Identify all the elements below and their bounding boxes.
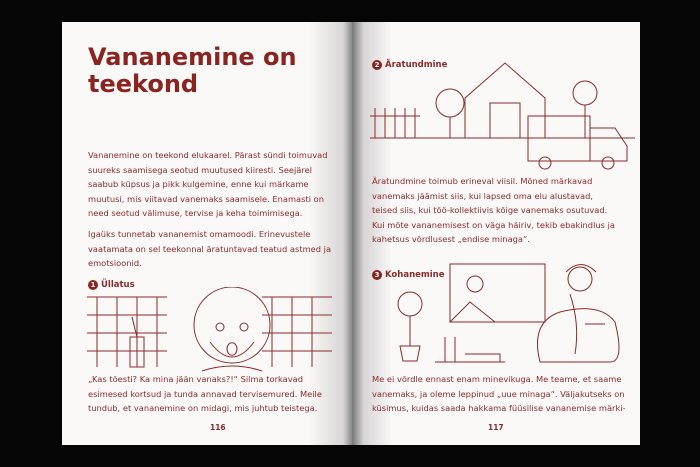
page-number: 117: [488, 423, 504, 432]
section-number: 1: [88, 280, 98, 290]
section-number: 2: [372, 60, 382, 70]
section-number: 3: [372, 270, 382, 280]
house-moving-illustration: [370, 58, 635, 176]
section-title: Üllatus: [101, 280, 135, 290]
intro-paragraph-2: Igaüks tunnetab vananemist omamoodi. Erinevustele vaatamata on sel teekonnal äratuntavad teatud astmed ja emotsioonid.: [88, 229, 332, 268]
surprised-man-illustration: [82, 287, 337, 372]
intro-paragraph: Vananemine on teekond elukaarel. Pärast sündi toimuvad suureks saamisega seotud muutused kiiresti. Seejärel saabub küpsus ja pikk kulgemine, enne kui märkame muutusi, mis viitavad vanemaks saamisele. Enamasti on need seotud välimuse, tervise ja keha toimimisega.: [88, 150, 328, 218]
section-text: Äratundmine toimub erineval viisil. Mõned märkavad vanemaks jäämist siis, kui lapsed oma elu alustavad, teised siis, kui töö-kollektiivis kõige vanemaks osutuvad. Kui mõte vananemisest on väga häiriv, tekib ebakindlus ja kahetsus võrdlusest „endise minaga“.: [372, 176, 615, 244]
left-page: [62, 22, 352, 445]
woman-relaxing-illustration: [370, 254, 635, 366]
section-title: Äratundmine: [385, 60, 448, 70]
section-text: „Kas tõesti? Ka mina jään vanaks?!“ Silma torkavad esimesed kortsud ja tunda annavad tervisemured. Meile tundub, et vananemine on midagi, mis juhtub teistega.: [88, 374, 322, 413]
page-number: 116: [210, 423, 226, 432]
section-text-kohanemine: Me ei võrdle ennast enam minevikuga. Me teame, et saame vanemaks, ja oleme leppinud „uue minaga“. Väljakutseks on küsimus, kuidas saada hakkama füüsilise vananemise märki-: [372, 374, 626, 413]
right-page: [352, 22, 640, 445]
page-title: Vananemine on teekond: [88, 43, 297, 98]
section-title: Kohanemine: [385, 270, 445, 280]
